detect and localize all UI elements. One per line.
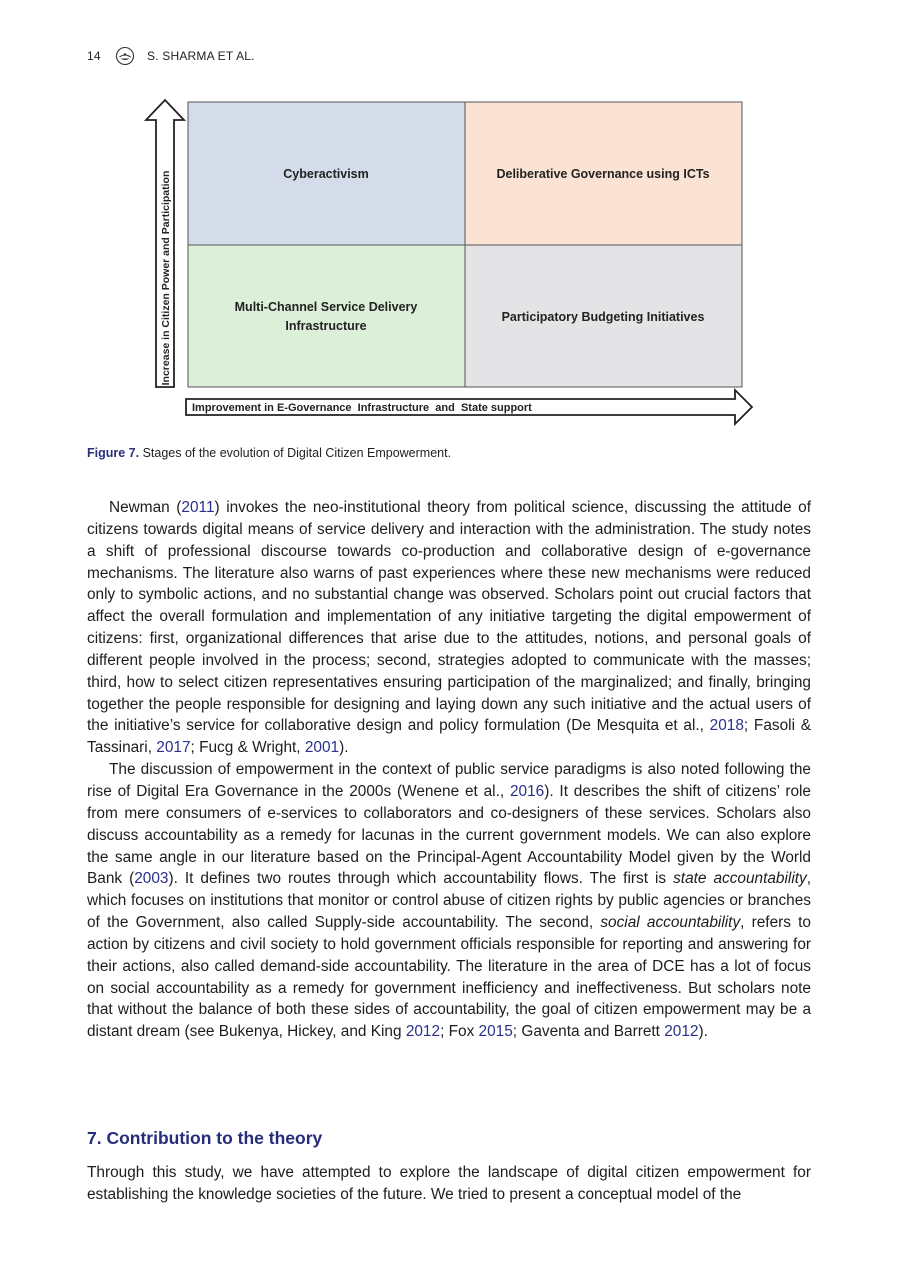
citation-link[interactable]: 2016 (509, 782, 545, 800)
text-run: ). It describes the shift of citizens’ role from mere consumers of e-services to collaborators and co-designers of these services. Scholars also discuss accountability as a remedy for lacunas in the current government models. We can also explore the same angle in our literature based on the Principal-Agent Accountability Model given by the World Bank ( (87, 782, 811, 888)
label-multichannel-line1: Multi-Channel Service Delivery (234, 300, 418, 314)
citation-link[interactable]: 2003 (134, 870, 169, 888)
body-text (87, 497, 811, 1043)
text-run: ; Gaventa and Barrett (512, 1023, 665, 1041)
text-run: ; Fox (440, 1023, 479, 1041)
citation-link[interactable]: 2018 (709, 717, 744, 735)
running-authors: S. SHARMA ET AL. (147, 49, 255, 63)
label-multichannel-line2: Infrastructure (285, 319, 367, 333)
citation-link[interactable]: 2011 (181, 499, 215, 516)
y-axis-label: Increase in Citizen Power and Participation (160, 170, 172, 386)
section-paragraph: Through this study, we have attempted to explore the landscape of digital citizen empowerment for establishing the knowledge societies of the future. We tried to present a conceptual model of the (87, 1164, 811, 1203)
paragraph-newman (87, 497, 811, 759)
label-participatory-budgeting: Participatory Budgeting Initiatives (501, 310, 705, 324)
figure-7 (140, 95, 760, 430)
text-run: , which focuses on institutions that monitor or control abuse of citizen rights by public agencies or branches of the Government, also called Supply-side accountability. The second, (87, 870, 811, 932)
citation-link[interactable]: 2001 (304, 739, 340, 757)
quadrant-diagram (140, 95, 760, 430)
text-run: , refers to action by citizens and civil society to hold government officials responsible for reporting and answering for their actions, also called demand-side accountability. The literature in the area of DCE has a lot of focus on social accountability as a remedy for government inefficiency and ineffectiveness. But scholars note that without the balance of both these sides of accountability, the goal of citizen empowerment may be a distant dream (see Bukenya, Hickey, and King (87, 914, 811, 1041)
page-number: 14 (87, 49, 101, 63)
label-deliberative-governance: Deliberative Governance using ICTs (496, 167, 710, 181)
text-run: ; Fasoli & Tassinari, (87, 717, 811, 757)
text-run: ). (339, 739, 349, 757)
text-run: ). (698, 1023, 708, 1041)
label-cyberactivism: Cyberactivism (283, 167, 369, 181)
section-heading: 7. Contribution to the theory (87, 1128, 323, 1148)
citation-link[interactable]: 2015 (478, 1023, 513, 1041)
paragraph-accountability (87, 759, 811, 1043)
x-axis-label: Improvement in E-Governance Infrastructure and State support (192, 402, 532, 414)
text-run: ). It defines two routes through which accountability flows. The first is (168, 870, 674, 888)
caption-label: Figure 7. (87, 446, 140, 460)
citation-link[interactable]: 2012 (664, 1023, 699, 1041)
emphasis-state-accountability: state accountability (673, 870, 807, 888)
figure-caption (87, 446, 451, 460)
citation-link[interactable]: 2012 (405, 1023, 441, 1041)
caption-text: Stages of the evolution of Digital Citizen Empowerment. (139, 446, 452, 460)
emphasis-social-accountability: social accountability (600, 914, 741, 932)
text-run: Newman ( (109, 499, 182, 516)
text-run: The discussion of empowerment in the context of public service paradigms is also noted following the rise of Digital Era Governance in the 2000s (Wenene et al., (87, 761, 811, 800)
section-text (87, 1162, 811, 1206)
text-run: ; Fucg & Wright, (190, 739, 305, 757)
running-header (87, 47, 255, 65)
quadrant-bottom-left (188, 245, 465, 387)
text-run: ) invokes the neo-institutional theory from political science, discussing the attitude of citizens towards digital means of service delivery and interaction with the administration. The study notes a shift of professional discourse towards co-production and collaborative design of e-governance mechanisms. The literature also warns of past experiences where these new mechanisms were reduced only to symbolic actions, and no substantial change was observed. Scholars point out crucial factors that affect the overall formulation and implementation of any initiative targeting the digital empowerment of citizens: first, organizational differences that arise due to the attitudes, notions, and personal goals of different people involved in the process; second, strategies adopted to communicate with the masses; third, how to select citizen representatives ensuring participation of the marginalized; and finally, bringing together the people responsible for designing and laying down any such initiative and the actual users of the initiative’s service for collaborative design and policy formulation (De Mesquita et al., (87, 499, 811, 735)
journal-logo-icon (115, 46, 135, 66)
citation-link[interactable]: 2017 (156, 739, 191, 757)
